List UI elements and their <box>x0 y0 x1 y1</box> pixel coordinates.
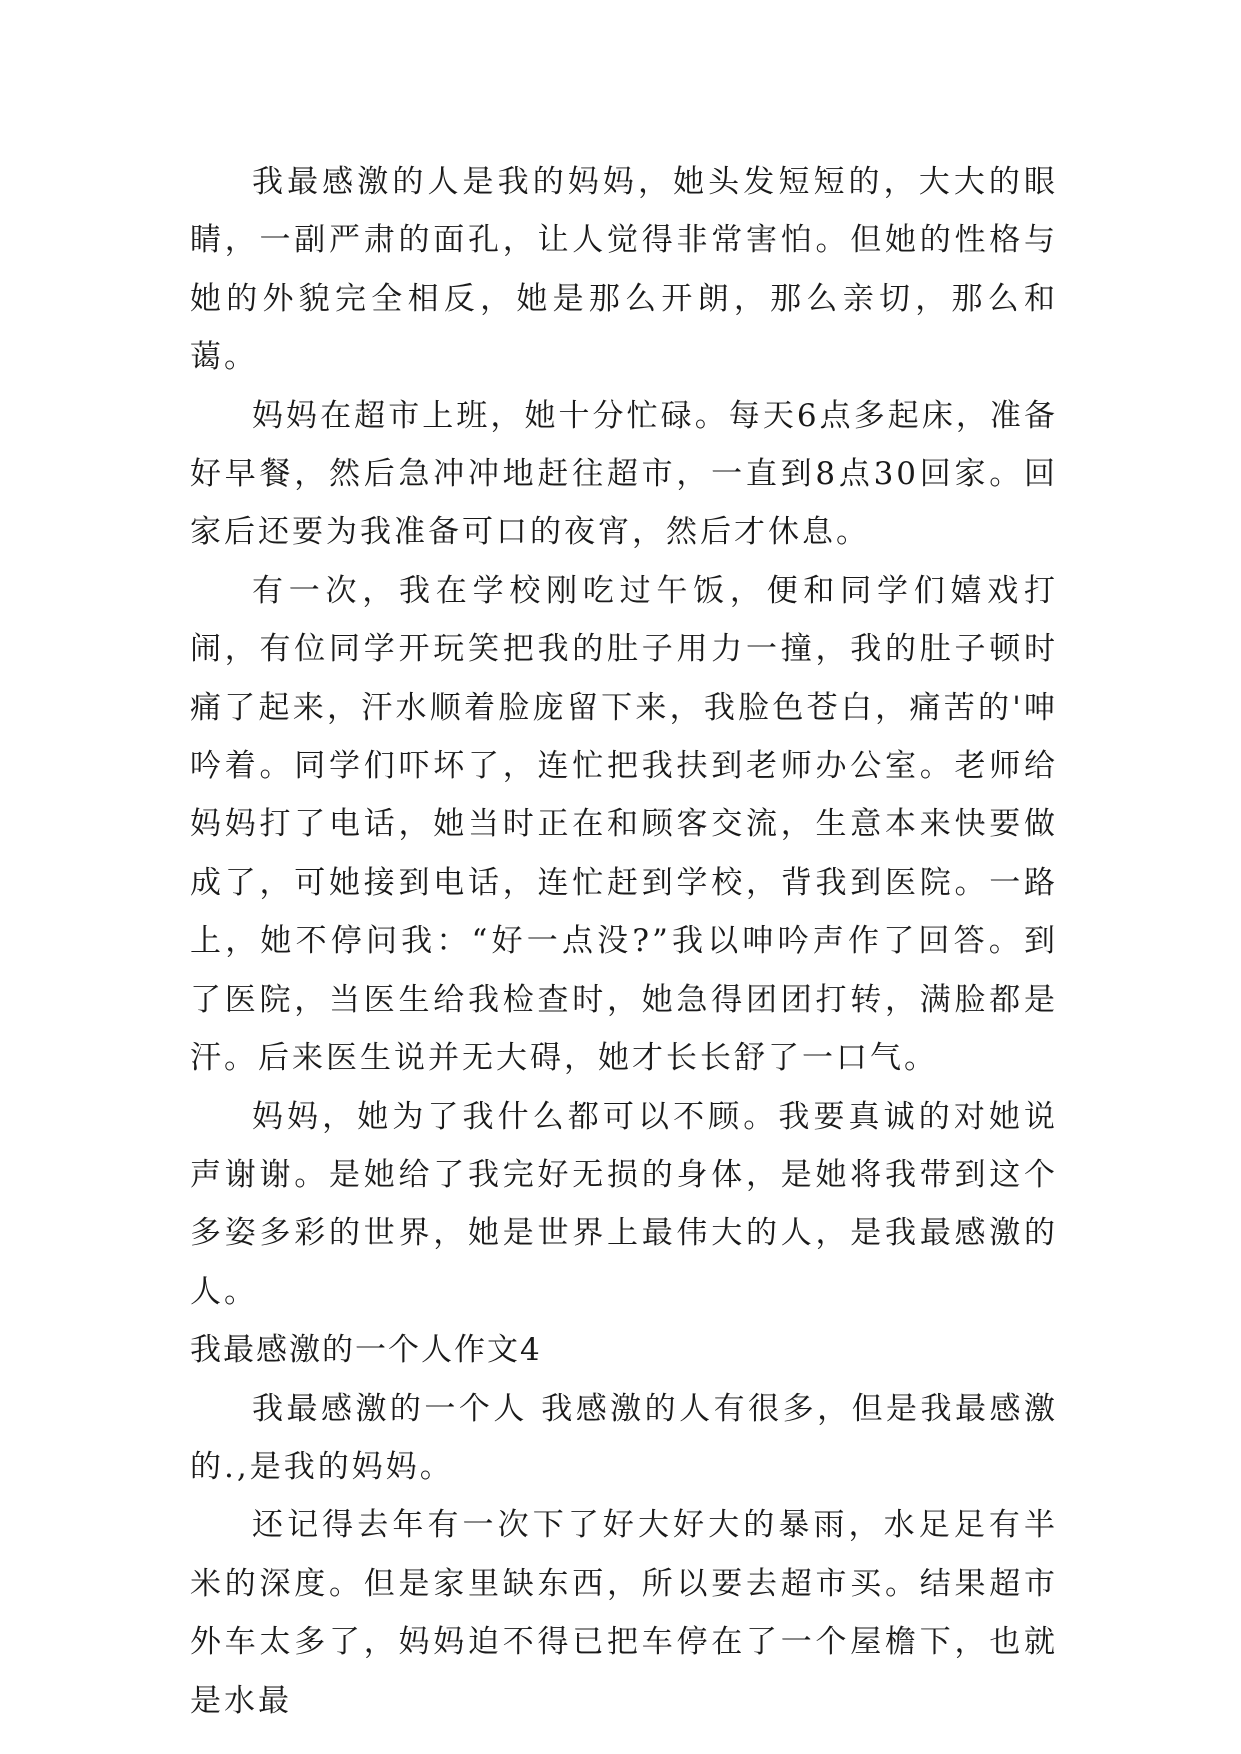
paragraph-rainstorm: 还记得去年有一次下了好大好大的暴雨，水足足有半米的深度。但是家里缺东西，所以要去超市买。结果超市外车太多了，妈妈迫不得已把车停在了一个屋檐下，也就是水最 <box>190 1507 1058 1719</box>
essay-body <box>190 153 1058 1730</box>
paragraph-hospital-story: 有一次，我在学校刚吃过午饭，便和同学们嬉戏打闹，有位同学开玩笑把我的肚子用力一撞，我的肚子顿时痛了起来，汗水顺着脸庞留下来，我脸色苍白，痛苦的'呻吟着。同学们吓坏了，连忙把我扶到老师办公室。老师给妈妈打了电话，她当时正在和顾客交流，生意本来快要做成了，可她接到电话，连忙赶到学校，背我到医院。一路上，她不停问我：“好一点没?”我以呻吟声作了回答。到了医院，当医生给我检查时，她急得团团打转，满脸都是汗。后来医生说并无大碍，她才长长舒了一口气。 <box>190 572 1058 1077</box>
section-heading: 我最感激的一个人作文4 <box>190 1332 542 1369</box>
paragraph-intro-2: 我最感激的一个人 我感激的人有很多，但是我最感激的.,是我的妈妈。 <box>190 1390 1058 1485</box>
paragraph-mother-description: 我最感激的人是我的妈妈，她头发短短的，大大的眼睛，一副严肃的面孔，让人觉得非常害怕。但她的性格与她的外貌完全相反，她是那么开朗，那么亲切，那么和蔼。 <box>190 164 1058 376</box>
paragraph-gratitude: 妈妈，她为了我什么都可以不顾。我要真诚的对她说声谢谢。是她给了我完好无损的身体，是她将我带到这个多姿多彩的世界，她是世界上最伟大的人，是我最感激的人。 <box>190 1098 1058 1310</box>
paragraph-mother-work: 妈妈在超市上班，她十分忙碌。每天6点多起床，准备好早餐，然后急冲冲地赶往超市，一直到8点30回家。回家后还要为我准备可口的夜宵，然后才休息。 <box>190 397 1058 551</box>
